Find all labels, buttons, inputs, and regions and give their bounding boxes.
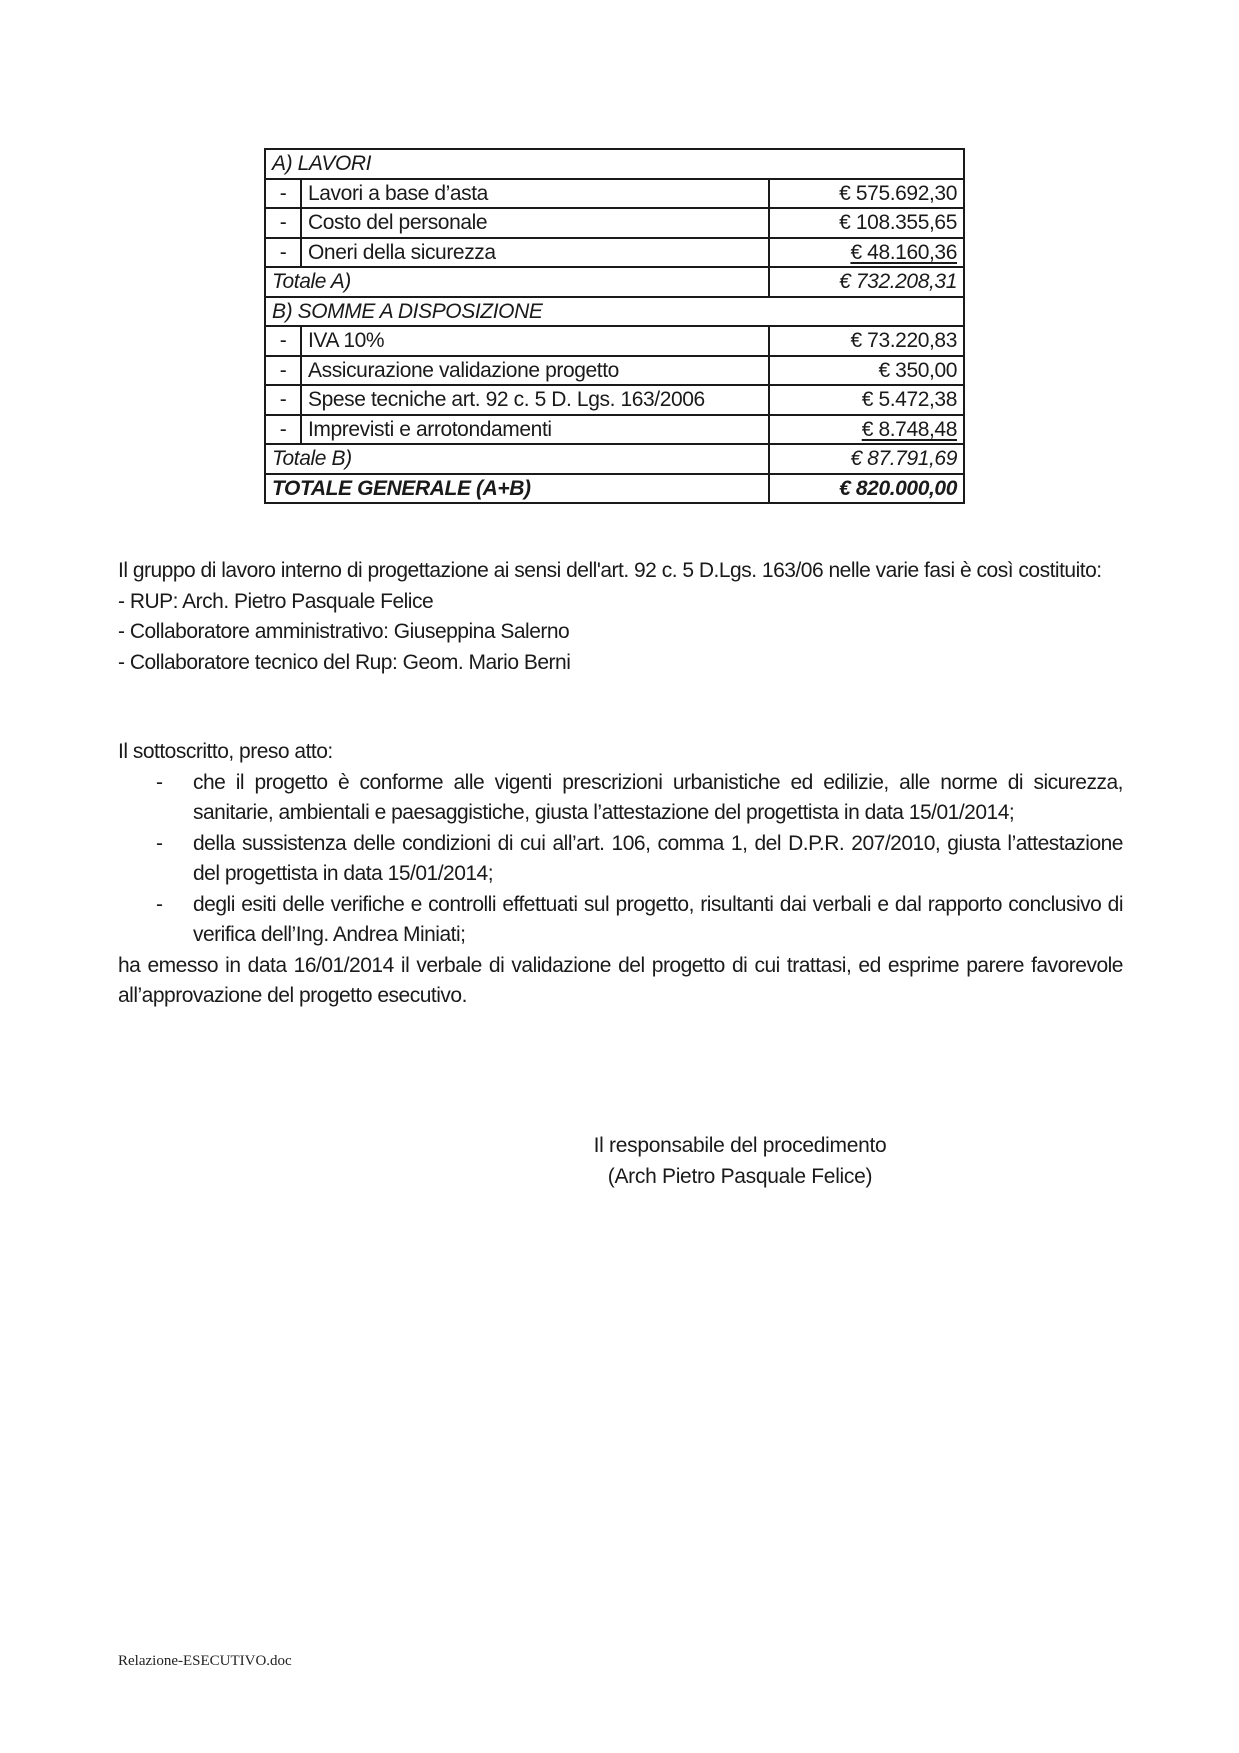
bullet-text: della sussistenza delle condizioni di cui all’art. 106, comma 1, del D.P.R. 207/2010, giusta l’attestazione del progettista in data 15/01/2014; <box>193 831 1123 885</box>
row-dash: - <box>265 415 301 445</box>
signature-block <box>540 1130 940 1192</box>
total-b-row <box>265 444 964 474</box>
team-member: - Collaboratore amministrativo: Giuseppina Salerno <box>118 620 570 643</box>
signature-role: Il responsabile del procedimento <box>593 1134 887 1157</box>
table-row <box>265 326 964 356</box>
list-item <box>118 890 1123 951</box>
section-a-header-row <box>265 149 964 179</box>
row-value: € 48.160,36 <box>850 240 957 264</box>
row-value: € 108.355,65 <box>769 208 964 238</box>
row-label: Imprevisti e arrotondamenti <box>301 415 769 445</box>
total-b-label: Totale B) <box>265 444 769 474</box>
total-a-value: € 732.208,31 <box>769 267 964 297</box>
list-item <box>118 768 1123 829</box>
row-label: Spese tecniche art. 92 c. 5 D. Lgs. 163/2006 <box>301 385 769 415</box>
section-a-title: A) LAVORI <box>265 149 964 179</box>
row-label: Oneri della sicurezza <box>301 238 769 268</box>
grand-total-value: € 820.000,00 <box>769 474 964 504</box>
team-section <box>118 556 1123 678</box>
total-b-value: € 87.791,69 <box>769 444 964 474</box>
list-item <box>118 829 1123 890</box>
table-row <box>265 385 964 415</box>
row-dash: - <box>265 385 301 415</box>
row-dash: - <box>265 208 301 238</box>
table-row <box>265 238 964 268</box>
row-value: € 73.220,83 <box>769 326 964 356</box>
grand-total-label: TOTALE GENERALE (A+B) <box>265 474 769 504</box>
row-dash: - <box>265 179 301 209</box>
signature-name: (Arch Pietro Pasquale Felice) <box>607 1165 873 1188</box>
row-value-cell <box>769 415 964 445</box>
table-row <box>265 179 964 209</box>
table-row <box>265 415 964 445</box>
row-dash: - <box>265 238 301 268</box>
declaration-section <box>118 737 1123 1012</box>
grand-total-row <box>265 474 964 504</box>
table-row <box>265 208 964 238</box>
row-value: € 8.748,48 <box>861 417 957 441</box>
team-member: - Collaboratore tecnico del Rup: Geom. Mario Berni <box>118 650 571 674</box>
table-row <box>265 356 964 386</box>
row-value: € 5.472,38 <box>769 385 964 415</box>
row-label: Lavori a base d’asta <box>301 179 769 209</box>
bullet-dash: - <box>156 831 163 855</box>
section-b-header-row <box>265 297 964 327</box>
footer-filename: Relazione-ESECUTIVO.doc <box>118 1653 292 1669</box>
row-value-cell <box>769 238 964 268</box>
row-dash: - <box>265 356 301 386</box>
row-value: € 575.692,30 <box>769 179 964 209</box>
team-member: - RUP: Arch. Pietro Pasquale Felice <box>118 589 434 613</box>
row-label: Costo del personale <box>301 208 769 238</box>
declaration-intro: Il sottoscritto, preso atto: <box>118 740 333 763</box>
declaration-conclusion: ha emesso in data 16/01/2014 il verbale di validazione del progetto di cui trattasi, ed esprime parere favorevole all’approvazione del progetto esecutivo. <box>118 953 1123 1007</box>
section-b-title: B) SOMME A DISPOSIZIONE <box>265 297 964 327</box>
declaration-list <box>118 768 1123 951</box>
team-intro: Il gruppo di lavoro interno di progettazione ai sensi dell'art. 92 c. 5 D.Lgs. 163/06 nelle varie fasi è così costituito: <box>118 559 1102 582</box>
row-label: Assicurazione validazione progetto <box>301 356 769 386</box>
budget-table <box>264 148 965 504</box>
row-value: € 350,00 <box>769 356 964 386</box>
total-a-label: Totale A) <box>265 267 769 297</box>
bullet-text: degli esiti delle verifiche e controlli effettuati sul progetto, risultanti dai verbali e dal rapporto conclusivo di verifica dell’Ing. Andrea Miniati; <box>193 892 1123 946</box>
row-label: IVA 10% <box>301 326 769 356</box>
row-dash: - <box>265 326 301 356</box>
bullet-text: che il progetto è conforme alle vigenti prescrizioni urbanistiche ed edilizie, alle norme di sicurezza, sanitarie, ambientali e paesaggistiche, giusta l’attestazione del progettista in data 15/01/2014; <box>193 770 1123 824</box>
bullet-dash: - <box>156 892 163 916</box>
bullet-dash: - <box>156 770 163 794</box>
total-a-row <box>265 267 964 297</box>
